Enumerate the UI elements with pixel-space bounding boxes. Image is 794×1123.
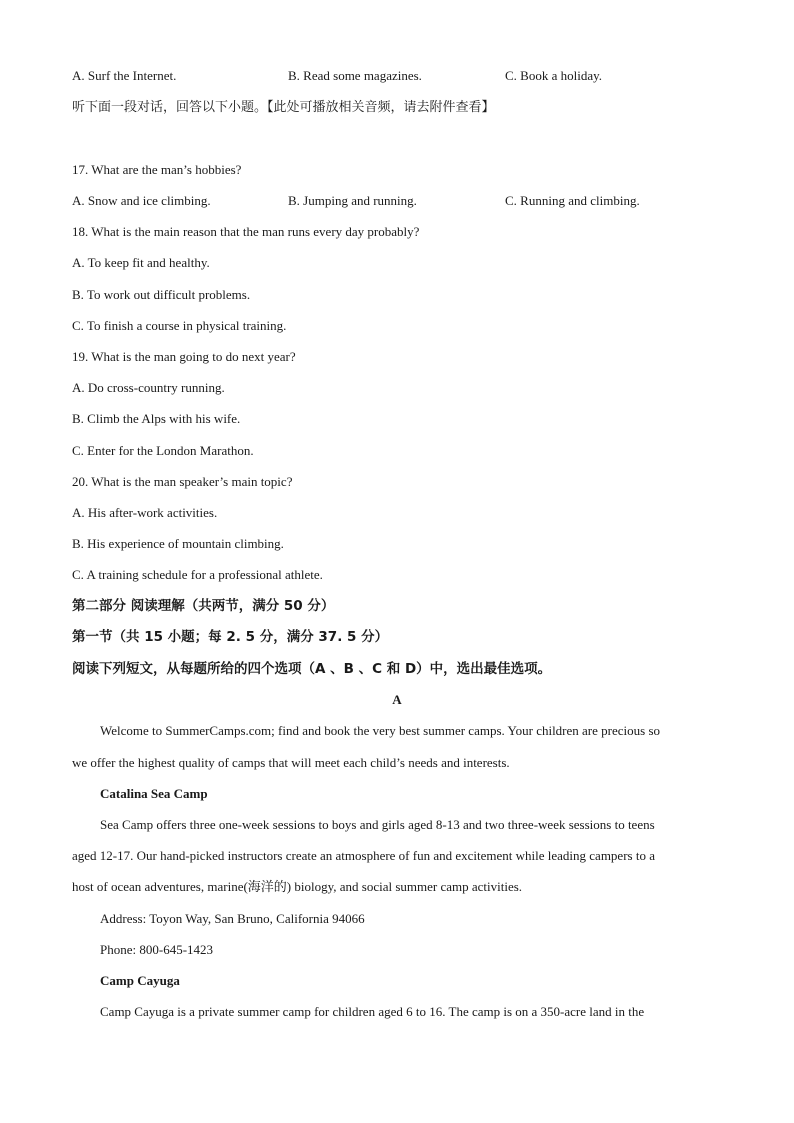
q16-option-a: A. Surf the Internet.: [72, 68, 177, 83]
section1-title: 第一节（共 15 小题；每 2. 5 分，满分 37. 5 分）: [72, 629, 389, 645]
q18-option-a: A. To keep fit and healthy.: [72, 255, 210, 270]
q20-option-a: A. His after-work activities.: [72, 505, 218, 520]
q18-option-c: C. To finish a course in physical training.: [72, 318, 287, 333]
reading-instruction: 阅读下列短文，从每题所给的四个选项（A 、B 、C 和 D）中，选出最佳选项。: [72, 661, 552, 677]
camp1-desc-1: Sea Camp offers three one-week sessions to boys and girls aged 8-13 and two three-week sessions to teens: [100, 817, 655, 832]
q17-option-b: B. Jumping and running.: [288, 193, 417, 208]
q19-stem: 19. What is the man going to do next year?: [72, 349, 296, 364]
q19-option-c: C. Enter for the London Marathon.: [72, 443, 254, 458]
camp1-name: Catalina Sea Camp: [100, 786, 208, 801]
q16-option-c: C. Book a holiday.: [505, 68, 603, 83]
q20-stem: 20. What is the man speaker’s main topic?: [72, 474, 293, 489]
camp1-desc-2: aged 12-17. Our hand-picked instructors create an atmosphere of fun and excitement while leading campers to a: [72, 848, 655, 863]
q16-option-b: B. Read some magazines.: [288, 68, 422, 83]
camp1-address: Address: Toyon Way, San Bruno, California 94066: [100, 911, 365, 926]
intro-line-1: Welcome to SummerCamps.com; find and book the very best summer camps. Your children are precious so: [100, 723, 661, 738]
camp1-phone: Phone: 800-645-1423: [100, 942, 214, 957]
camp1-desc-3: host of ocean adventures, marine(海洋的) biology, and social summer camp activities.: [72, 879, 523, 894]
audio-note: 听下面一段对话，回答以下小题。【此处可播放相关音频，请去附件查看】: [72, 100, 495, 115]
q19-option-b: B. Climb the Alps with his wife.: [72, 411, 241, 426]
q17-option-c: C. Running and climbing.: [505, 193, 640, 208]
passage-letter: A: [392, 692, 402, 707]
intro-line-2: we offer the highest quality of camps that will meet each child’s needs and interests.: [72, 755, 510, 770]
q20-option-c: C. A training schedule for a professional athlete.: [72, 567, 323, 582]
q17-option-a: A. Snow and ice climbing.: [72, 193, 211, 208]
camp2-name: Camp Cayuga: [100, 973, 180, 988]
q20-option-b: B. His experience of mountain climbing.: [72, 536, 284, 551]
q17-stem: 17. What are the man’s hobbies?: [72, 162, 242, 177]
q19-option-a: A. Do cross-country running.: [72, 380, 225, 395]
camp2-desc-1: Camp Cayuga is a private summer camp for children aged 6 to 16. The camp is on a 350-acre land in the: [100, 1004, 645, 1019]
q18-option-b: B. To work out difficult problems.: [72, 287, 251, 302]
part2-title: 第二部分 阅读理解（共两节，满分 50 分）: [72, 598, 335, 614]
q18-stem: 18. What is the main reason that the man runs every day probably?: [72, 224, 420, 239]
